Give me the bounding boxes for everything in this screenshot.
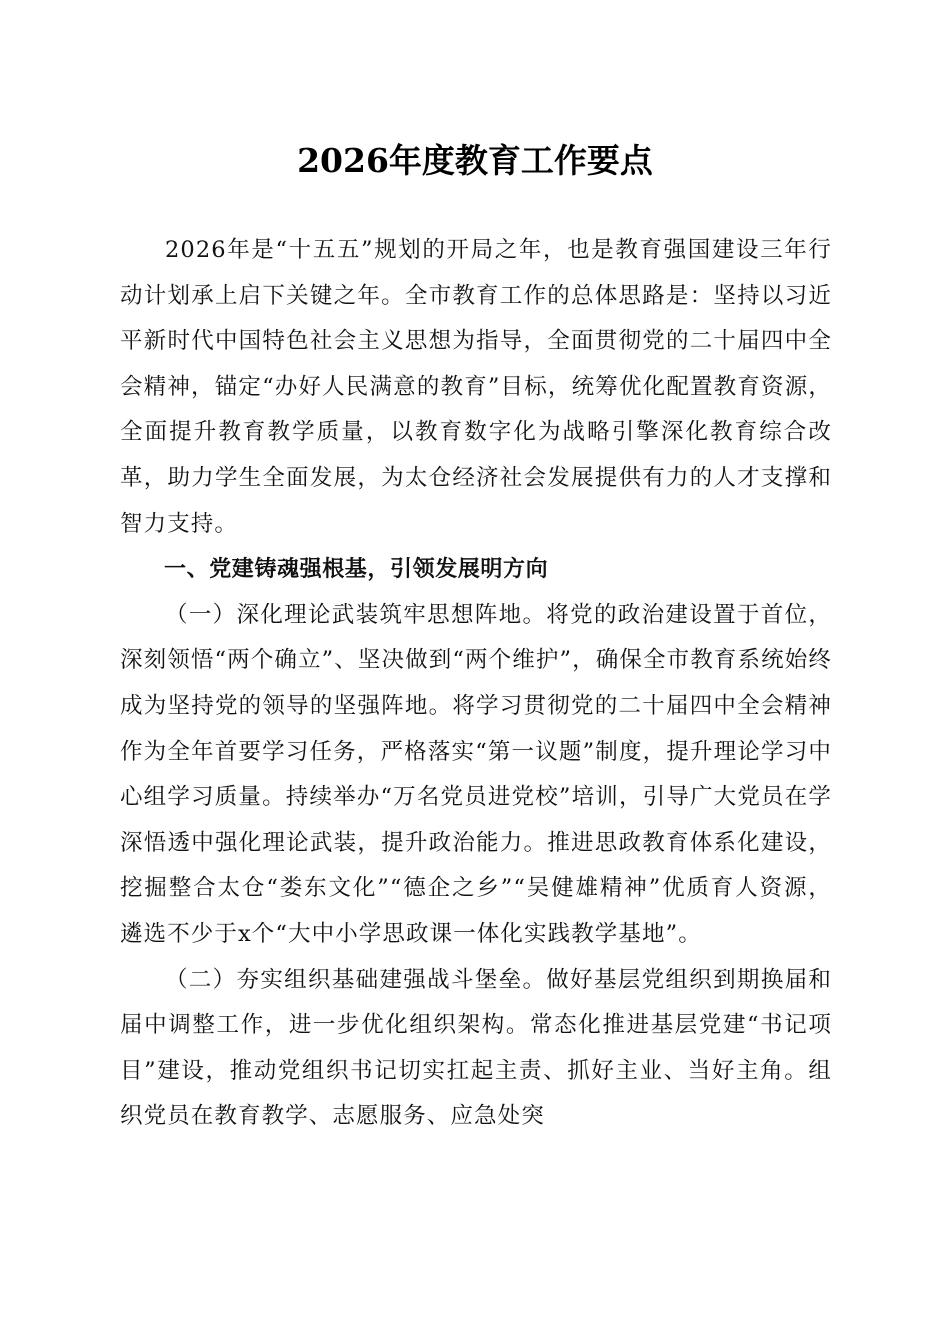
intro-paragraph: 2026年是“十五五”规划的开局之年，也是教育强国建设三年行动计划承上启下关键之年。全市教育工作的总体思路是：坚持以习近平新时代中国特色社会主义思想为指导，全面贯彻党的二十届四中全会精神，锚定“办好人民满意的教育”目标，统筹优化配置教育资源，全面提升教育教学质量，以教育数字化为战略引擎深化教育综合改革，助力学生全面发展，为太仓经济社会发展提供有力的人才支撑和智力支持。 xyxy=(120,237,832,537)
section-item-1 xyxy=(120,593,832,958)
section-heading: 一、党建铸魂强根基，引领发展明方向 xyxy=(164,557,549,583)
item-2-lead: （二）夯实组织基础建强战斗堡垒。 xyxy=(165,966,547,993)
document-title: 2026年度教育工作要点 xyxy=(297,141,653,180)
item-1-body: 将党的政治建设置于首位，深刻领悟“两个确立”、坚决做到“两个维护”，确保全市教育系统始终成为坚持党的领导的坚强阵地。将学习贯彻党的二十届四中全会精神作为全年首要学习任务，严格落实“第一议题”制度，提升理论学习中心组学习质量。持续举办“万名党员进党校”培训，引导广大党员在学深悟透中强化理论武装，提升政治能力。推进思政教育体系化建设，挖掘整合太仓“娄东文化”“德企之乡”“吴健雄精神”优质育人资源，遴选不少于x个“大中小学思政课一体化实践教学基地”。 xyxy=(120,601,833,947)
item-2-body: 做好基层党组织到期换届和届中调整工作，进一步优化组织架构。常态化推进基层党建“书记项目”建设，推动党组织书记切实扛起主责、抓好主业、当好主角。组织党员在教育教学、志愿服务、应急处突 xyxy=(120,966,833,1130)
document-body xyxy=(120,228,832,1140)
section-item-2 xyxy=(120,958,832,1140)
item-1-lead: （一）深化理论武装筑牢思想阵地。 xyxy=(165,601,547,628)
